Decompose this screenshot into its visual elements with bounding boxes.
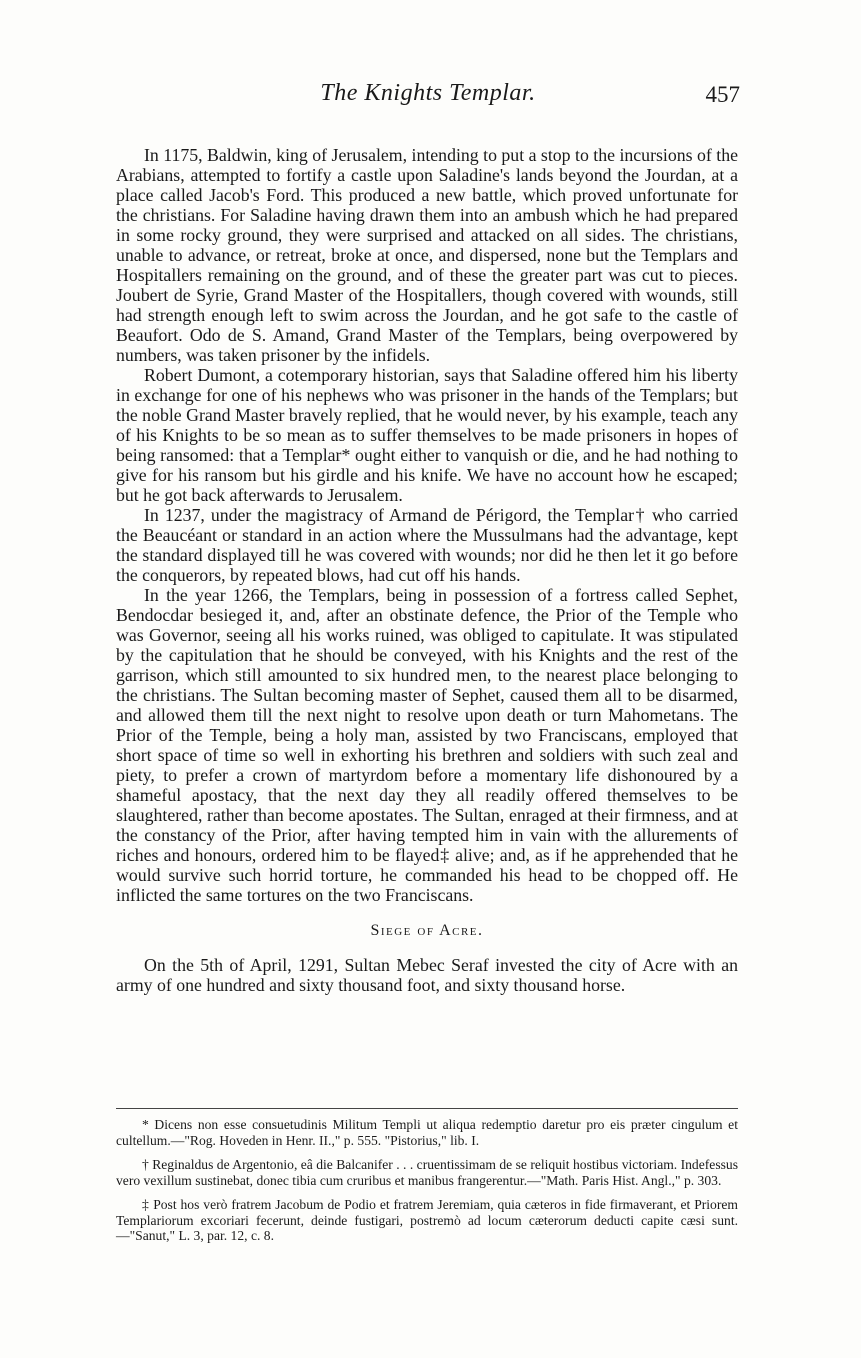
footnote-2: † Reginaldus de Argentonio, eâ die Balcanifer . . . cruentissimam de se reliquit hostibus victoriam. Indefessus vero vexillum sustinebat, donec tibia cum cruribus et manibus frangerentur.—"Math. Paris Hist. Angl.," p. 303. — [116, 1157, 738, 1188]
paragraph-dumont: Robert Dumont, a cotemporary historian, says that Saladine offered him his liberty in exchange for one of his nephews who was prisoner in the hands of the Templars; but the noble Grand Master bravely replied, that he would never, by his example, teach any of his Knights to be so mean as to suffer themselves to be made prisoners in hopes of being ransomed: that a Templar* ought either to vanquish or die, and he had nothing to give for his ransom but his girdle and his knife. We have no account how he escaped; but he got back afterwards to Jerusalem. — [116, 365, 738, 505]
paragraph-acre: On the 5th of April, 1291, Sultan Mebec Seraf invested the city of Acre with an army of one hundred and sixty thousand foot, and sixty thousand horse. — [116, 955, 738, 995]
paragraph-1237: In 1237, under the magistracy of Armand de Périgord, the Templar† who carried the Beaucéant or standard in an action where the Mussulmans had the advantage, kept the standard displayed till he was covered with wounds; nor did he then let it go before the conquerors, by repeated blows, had cut off his hands. — [116, 505, 738, 585]
footnote-3: ‡ Post hos verò fratrem Jacobum de Podio et fratrem Jeremiam, quia cæteros in fide firmaverant, et Priorem Templariorum excoriari fecerunt, deinde fustigari, postremò ad locum cæterorum deducti capite cæsi sunt.—"Sanut," L. 3, par. 12, c. 8. — [116, 1197, 738, 1243]
running-title: The Knights Templar. — [320, 80, 536, 106]
footnote-1: * Dicens non esse consuetudinis Militum Templi ut aliqua redemptio daretur pro eis præter cingulum et cultellum.—"Rog. Hoveden in Henr. II.," p. 555. "Pistorius," lib. I. — [116, 1117, 738, 1148]
paragraph-1266: In the year 1266, the Templars, being in possession of a fortress called Sephet, Bendocdar besieged it, and, after an obstinate defence, the Prior of the Temple who was Governor, seeing all his works ruined, was obliged to capitulate. It was stipulated by the capitulation that he should be conveyed, with his Knights and the rest of the garrison, which still amounted to six hundred men, to the nearest place belonging to the christians. The Sultan becoming master of Sephet, caused them all to be disarmed, and allowed them till the next night to resolve upon death or turn Mahometans. The Prior of the Temple, being a holy man, assisted by two Franciscans, employed that short space of time so well in exhorting his brethren and soldiers with such zeal and piety, to prefer a crown of martyrdom before a momentary life dishonoured by a shameful apostacy, that the next day they all readily offered themselves to be slaughtered, rather than become apostates. The Sultan, enraged at their firmness, and at the constancy of the Prior, after having tempted him in vain with the allurements of riches and honours, ordered him to be flayed‡ alive; and, as if he apprehended that he would survive such horrid torture, he commanded his head to be chopped off. He inflicted the same tortures on the two Franciscans. — [116, 585, 738, 905]
footnote-rule — [116, 1108, 738, 1109]
page-number: 457 — [705, 82, 740, 107]
running-head — [116, 80, 740, 114]
paragraph-1175: In 1175, Baldwin, king of Jerusalem, intending to put a stop to the incursions of the Arabians, attempted to fortify a castle upon Saladine's lands beyond the Jourdan, at a place called Jacob's Ford. This produced a new battle, which proved unfortunate for the christians. For Saladine having drawn them into an ambush which he had prepared in some rocky ground, they were surprised and attacked on all sides. The christians, unable to advance, or retreat, broke at once, and dispersed, none but the Templars and Hospitallers remaining on the ground, and of these the greater part was cut to pieces. Joubert de Syrie, Grand Master of the Hospitallers, though covered with wounds, still had strength enough left to swim across the Jourdan, and he got safe to the castle of Beaufort. Odo de S. Amand, Grand Master of the Templars, being overpowered by numbers, was taken prisoner by the infidels. — [116, 145, 738, 365]
section-heading: Siege of Acre. — [370, 922, 484, 939]
body-text — [116, 145, 738, 995]
footnotes — [116, 1117, 738, 1253]
